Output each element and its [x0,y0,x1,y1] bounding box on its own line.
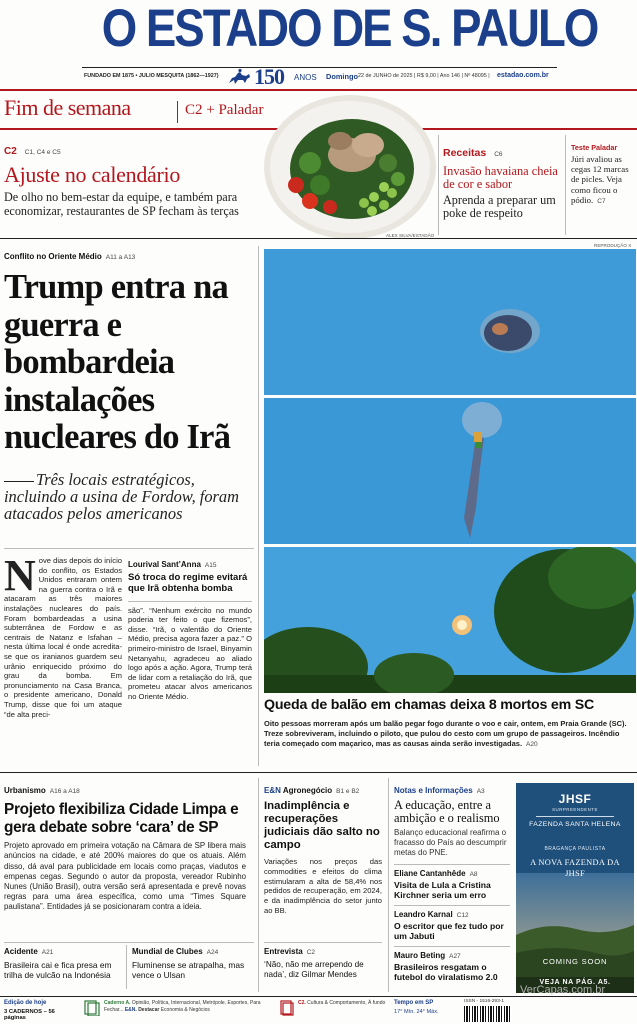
agro-story [264,786,382,916]
test-tag: Teste Paladar [571,143,618,152]
date-line: 22 de JUNHO de 2025 | R$ 9,00 | Ano 146 | Nº 48095 | [358,73,490,79]
balloon-photo-3 [264,547,636,693]
ad-footer: VEJA NA PÁG. A5. [539,979,611,986]
ad-tagline: A NOVA FAZENDA DA JHSF [530,858,620,878]
footer-rule [0,996,637,997]
c2-icon [280,1000,294,1016]
weather-values: 17° Mín. 24° Máx. [394,1009,439,1015]
small-story-2[interactable] [132,947,252,980]
recipes-ref: C6 [494,151,503,158]
photo-credit: ALEX SILVA/ESTADÃO [386,233,435,238]
recipes-headline: Invasão havaiana cheia de cor e sabor [443,164,558,192]
weekend-label: Fim de semana [4,95,131,120]
balloon-text: Oito pessoas morreram após um balão pegar fogo durante o voo e cair, ontem, em Praia Grande (SC). Treze sobreviveram, incluindo o piloto, que pulou do cesto com um grupo de passageiros. Incêndio teria começado com maçarico, mas as causas ainda serão investigadas. A20 [264,719,627,748]
notes-item-kicker-2: Leandro Karnal C12 [394,909,469,919]
urban-kicker: Urbanismo A16 a A18 [4,786,80,795]
caderno-a-text: Caderno A. Opinião, Política, Internacional, Metrópole, Esportes, Para Fechar... E&N. Destacar Economia & Negócios [104,1000,261,1013]
lead-story [4,252,254,523]
recipes-story[interactable] [443,143,563,221]
small-divider [126,945,127,989]
site-link[interactable]: estadao.com.br [497,72,549,79]
lead-body-2: são”. “Nenhum exército no mundo poderia ter feito o que fizemos”, disse. “Irã, o valentão do Oriente Médio, precisa agora fazer a paz.” O primeiro-ministro de Israel, Binyamin Netanyahu, agradeceu ao aliado logo após a ação. Agora, Trump terá de lidar com a retaliação do Irã, que prometeu atacar alvos americanos no Oriente Médio. [128,605,252,701]
mid-rule [0,772,637,773]
watermark: VerCapas.com.br [520,984,605,996]
weekend-divider-2 [565,135,566,235]
anniversary-number: 150 [254,64,284,89]
balloon-photo-1 [264,249,636,395]
balloon-photo-credit: REPRODUÇÃO X [594,243,632,248]
ad-brand-sub: SURPREENDENTE [552,807,598,812]
dropcap: N [4,551,36,600]
agro-headline[interactable]: Inadimplência e recuperações judiciais dão salto no campo [264,800,380,851]
agro-text: Variações nos preços das commodities e efeitos do clima estimularam a alta de 58,4% nos pedidos de recuperação, em 2024, e da inadimplência do setor junto ao BB. [264,857,382,915]
edition-cadernos: 3 CADERNOS – 56 páginas [4,1009,55,1021]
notes-item-text-2: O escritor que fez tudo por um Jabuti [394,920,504,941]
horse-rider-logo [226,68,252,86]
notes-rule-2 [394,905,510,906]
weekend-left-dek: De olho no bem-estar da equipe, e também para economizar, restaurantes de SP fecham às terças [4,190,239,218]
weekend-bottom-rule [0,238,637,239]
recipes-dek: Aprenda a preparar um poke de respeito [443,192,556,221]
lead-kicker: Conflito no Oriente Médio A11 a A13 [4,252,136,261]
weekend-left-story[interactable] [4,141,264,219]
c2-tag: C2 [4,146,17,157]
edition-label: Edição de hoje [4,1000,47,1006]
masthead-title: O ESTADO DE S. PAULO [101,0,598,58]
notes-item-2[interactable] [394,910,510,941]
c2-text: C2. Cultura & Comportamento, À fundo [298,1000,386,1006]
notes-kicker: Notas e Informações A3 [394,786,485,795]
small-kicker-2: Mundial de Clubes A24 [132,947,219,956]
weekend-left-headline: Ajuste no calendário [4,162,181,187]
footer-edition [4,1000,78,1021]
side-text[interactable]: Só troca do regime evitará que Irã obtenha bomba [128,572,248,594]
small-text-1: Brasileira cai e fica presa em trilha de vulcão na Indonésia [4,960,112,981]
masthead-rule-bottom [0,89,637,91]
side-kicker: Lourival Sant’Anna A15 [128,560,217,569]
agro-small-rule [264,942,382,943]
date-day: Domingo [326,72,359,81]
barcode [464,1006,512,1022]
notes-item-text-3: Brasileiros resgatam o futebol do viralatismo 2.0 [394,961,498,982]
weekend-sections: C2 + Paladar [185,102,264,118]
notes-headline[interactable]: A educação, entre a ambição e o realismo [394,798,500,826]
small-kicker-1: Acidente A21 [4,947,54,956]
weekend-divider-1 [438,135,439,235]
small-story-1[interactable] [4,947,122,980]
weekend-separator [177,101,178,123]
recipes-tag: Receitas [443,147,487,159]
test-text: Júri avaliou as cegas 12 marcas de picles. Veja como ficou o pódio. C7 [571,154,629,205]
balloon-headline[interactable]: Queda de balão em chamas deixa 8 mortos em SC [264,697,595,713]
weekend-banner [0,93,637,243]
poke-bowl-photo [260,93,442,239]
ad-landscape [516,873,634,993]
lead-deck-rule [4,548,254,549]
test-story[interactable] [571,143,633,207]
founded-line: FUNDADO EM 1875 • JULIO MESQUITA (1862—1927) [84,73,219,79]
urban-headline[interactable]: Projeto flexibiliza Cidade Limpa e gera debate sobre ‘cara’ de SP [4,801,239,836]
notes-item-3[interactable] [394,951,510,982]
masthead-rule-top [82,67,557,68]
ad-name: FAZENDA SANTA HELENA [529,821,621,828]
ad-place: BRAGANÇA PAULISTA [544,846,606,852]
small-kicker-3: Entrevista C2 [264,947,315,956]
small-text-3: ‘Não, não me arrependo de nada’, diz Gilmar Mendes [264,960,364,980]
issn: ISSN - 1516-293-1 [464,999,504,1004]
agro-kicker: E&N Agronegócio B1 e B2 [264,786,360,795]
lead-body-1: Nove dias depois do início do conflito, os Estados Unidos entraram ontem na guerra contra o Irã e atacaram as três maiores instalações nucleares do país. Foram bombardeadas a usina subterrânea de Fordow e as centrais de Natanz e Isfahan – nesta última local é onde acredita-se que os iranianos guardem seu urânio enriquecido próximo do grau da bomba. Em pronunciamento na Casa Branca, o presidente americano, Donald Trump, disse que foi um ataque “de alta preci- [4,551,122,719]
notes-rule-1 [394,864,510,865]
ad-coming: COMING SOON [542,957,608,966]
notes-text: Balanço educacional reafirma o fracasso do País ao descumprir metas do PNE. [394,827,507,857]
urban-text: Projeto aprovado em primeira votação na Câmara de SP libera mais anúncios na cidade, e até 200% maiores do que os atuais. Além disso, dá aval para publicidade em locais como praças, viadutos e empenas cegas. Segundo o autor da proposta, vereador Rubinho Nunes (União Brasil), outra versão será apresentada e prevê novas regras para uma área específica, como uma “Times Square paulistana”. Entidades já se posicionaram contra a ideia. [4,841,246,912]
notes-item-text-1: Visita de Lula a Cristina Kirchner seria um erro [394,879,491,900]
small-story-3[interactable] [264,947,382,980]
weather-block [394,1000,454,1015]
balloon-photo-2 [264,398,636,544]
lead-deck: Três locais estratégicos, incluindo a usina de Fordow, foram atacados pelos americanos [4,469,239,524]
anniversary-word: ANOS [294,73,317,82]
footer [0,984,637,1024]
small-text-2: Fluminense se atrapalha, mas vence o Ulsan [132,960,245,981]
urban-story [4,786,246,913]
notes-rule-3 [394,946,510,947]
agro-vertical-rule [388,778,389,992]
notes-item-kicker-3: Mauro Beting A27 [394,950,461,960]
lead-body-col1 [4,551,122,719]
caderno-a-icon [84,1000,100,1016]
side-rule [128,601,252,602]
lead-headline[interactable]: Trump entra na guerra e bombardeia instalações nucleares do Irã [4,268,231,457]
notes-item-kicker-1: Eliane Cantanhêde A8 [394,868,478,878]
masthead [0,0,637,92]
urban-vertical-rule [258,778,259,992]
notes-column [394,786,510,982]
lead-vertical-rule [258,246,259,766]
c2-ref: C1, C4 e C5 [24,149,61,156]
notes-item-1[interactable] [394,869,510,900]
jhsf-ad[interactable] [516,783,634,993]
ad-divider [536,816,614,817]
ad-brand: JHSF [558,792,592,806]
weather-label: Tempo em SP [394,1000,434,1006]
urban-small-rule [4,942,254,943]
lead-body-col2 [128,560,252,702]
